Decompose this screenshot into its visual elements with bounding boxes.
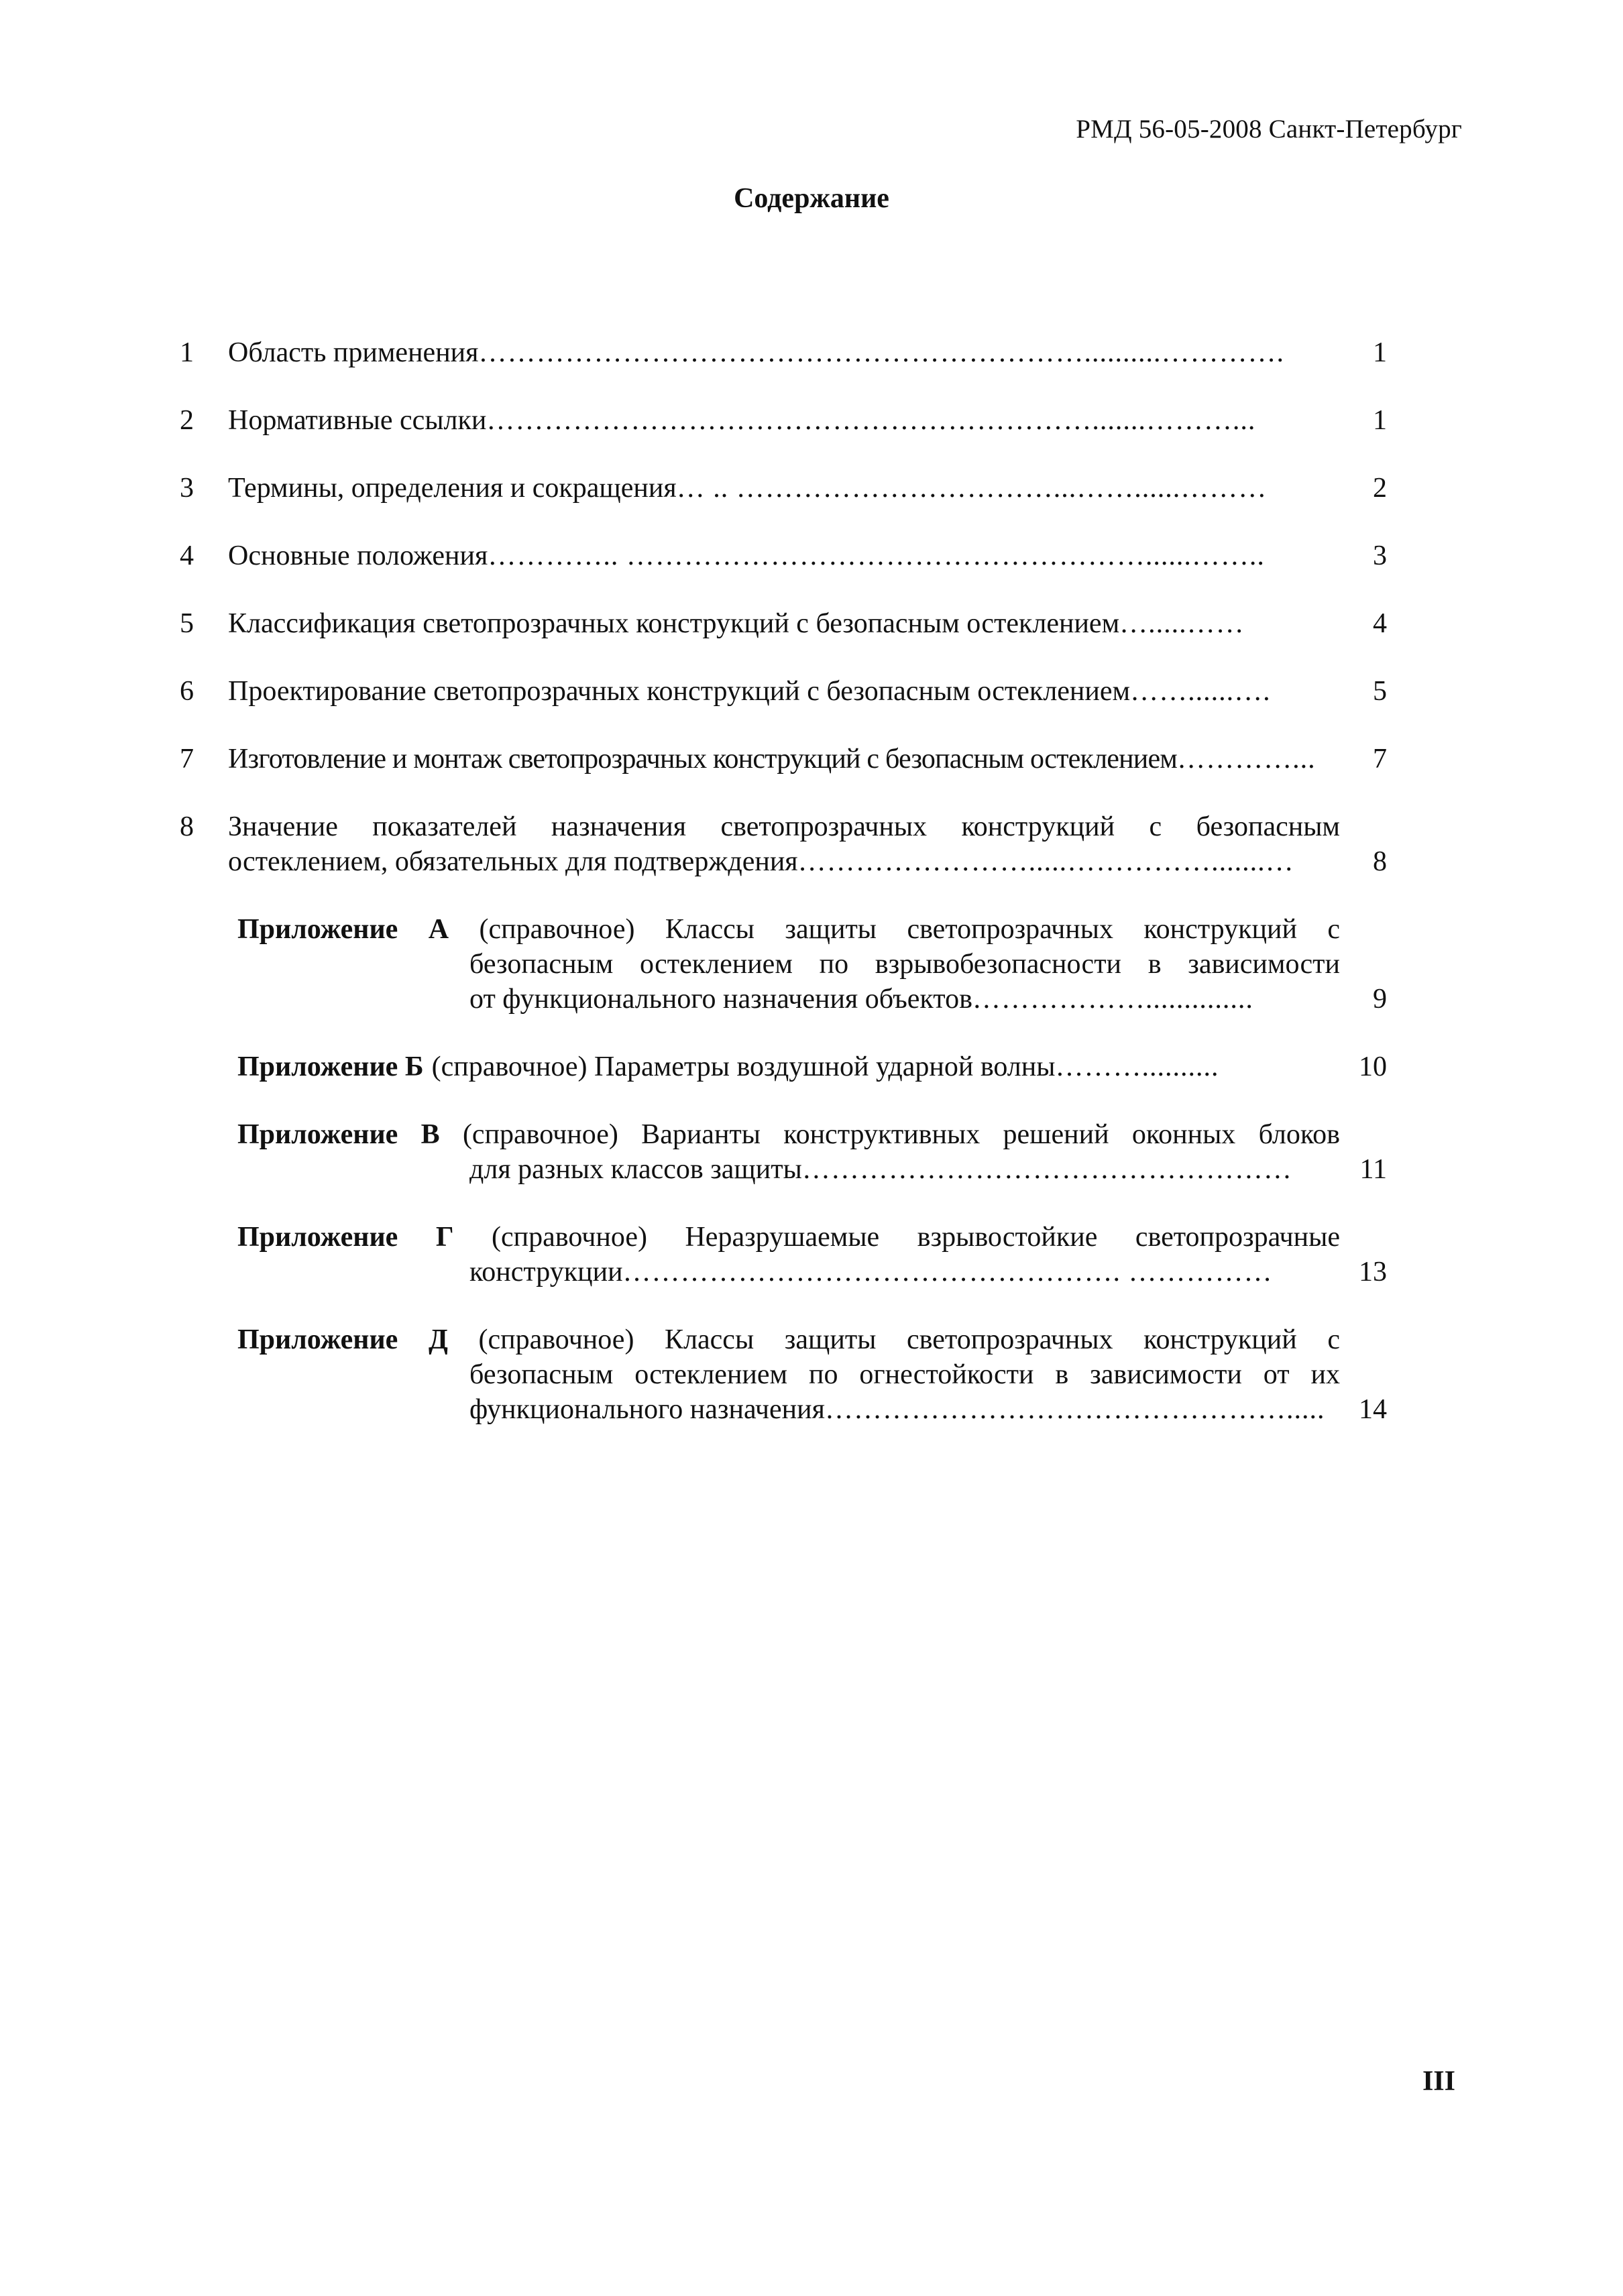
toc-entry-page: 2	[1373, 473, 1387, 504]
toc-entry-number: 8	[180, 811, 194, 842]
toc-entry-page: 4	[1373, 608, 1387, 639]
toc-entry-page: 7	[1373, 744, 1387, 774]
toc-entry[interactable]	[180, 403, 1387, 438]
toc-leader-dots: ………………..............	[972, 984, 1253, 1015]
toc-entry-page: 3	[1373, 540, 1387, 571]
appendix-label: Приложение А	[237, 914, 449, 945]
toc-leader-dots: ….....……	[1119, 608, 1245, 639]
toc-leader-dots: ………….. ………………………………………………......……..	[488, 540, 1265, 571]
appendix-title-line: (справочное) Параметры воздушной ударной волны	[431, 1051, 1056, 1082]
appendix-title-line: безопасным остеклением по огнестойкости в зависимости от их	[469, 1359, 1340, 1390]
document-reference: РМД 56-05-2008 Санкт-Петербург	[1076, 115, 1462, 144]
page-number: III	[1422, 2066, 1455, 2097]
appendix-label: Приложение В	[237, 1119, 440, 1150]
toc-entry[interactable]	[180, 538, 1387, 573]
toc-leader-dots: ……………………………………………. ……………	[622, 1257, 1273, 1287]
appendix-label: Приложение Г	[237, 1222, 454, 1253]
toc-entry-title: Основные положения	[228, 540, 488, 571]
appendix-entry[interactable]	[237, 912, 1387, 1017]
toc-leader-dots: ………..........	[1055, 1051, 1219, 1082]
page-title: Содержание	[734, 183, 889, 214]
toc-leader-dots: … .. ……………………………...……......………	[676, 473, 1268, 504]
toc-entry[interactable]	[180, 335, 1387, 370]
toc-entry[interactable]	[180, 742, 1387, 777]
appendix-entry[interactable]	[237, 1220, 1387, 1289]
toc-entry-number: 6	[180, 676, 194, 707]
toc-leader-dots: ……......….	[1130, 676, 1271, 707]
appendix-title-line: для разных классов защиты	[469, 1154, 802, 1185]
appendix-title-line: безопасным остеклением по взрывобезопасности в зависимости	[469, 949, 1340, 980]
toc-leader-dots: ………………………………………….....	[824, 1394, 1325, 1425]
toc-leader-dots: …………...	[1177, 744, 1316, 774]
toc-entry-page: 1	[1373, 337, 1387, 368]
toc-entry[interactable]	[180, 471, 1387, 506]
toc-entry-title: Изготовление и монтаж светопрозрачных конструкций с безопасным остеклением	[228, 744, 1178, 774]
toc-entry[interactable]	[180, 606, 1387, 641]
appendix-title-line: (справочное) Классы защиты светопрозрачных конструкций с	[478, 1324, 1340, 1355]
toc-entry-title: Область применения	[228, 337, 479, 368]
toc-entry-title: Нормативные ссылки	[228, 405, 487, 436]
toc-entry-number: 7	[180, 744, 194, 774]
appendix-page: 14	[1359, 1394, 1387, 1425]
toc-entry-title: Классификация светопрозрачных конструкций с безопасным остеклением	[228, 608, 1120, 639]
toc-entry-title: остеклением, обязательных для подтверждения	[228, 846, 798, 877]
appendix-entry[interactable]	[237, 1117, 1387, 1187]
toc-entry[interactable]	[180, 674, 1387, 709]
toc-entry-number: 3	[180, 473, 194, 504]
appendix-page: 13	[1359, 1257, 1387, 1287]
appendix-label: Приложение Д	[237, 1324, 448, 1355]
appendix-title-line: (справочное) Неразрушаемые взрывостойкие светопрозрачные	[492, 1222, 1340, 1253]
toc-leader-dots: ……………………………………………	[801, 1154, 1292, 1185]
toc-entry-page: 5	[1373, 676, 1387, 707]
toc-entry-number: 4	[180, 540, 194, 571]
toc-entry[interactable]	[180, 809, 1387, 879]
toc-leader-dots: …………………….....…………….......…	[797, 846, 1294, 877]
appendix-entry[interactable]	[237, 1049, 1387, 1084]
toc-leader-dots: ……………………………………………………….......………...	[486, 405, 1256, 436]
appendix-label: Приложение Б	[237, 1051, 424, 1082]
appendix-title-line: функционального назначения	[469, 1394, 825, 1425]
appendix-entry[interactable]	[237, 1322, 1387, 1427]
toc-entry-title: Термины, определения и сокращения	[228, 473, 677, 504]
appendix-title-line: от функционального назначения объектов	[469, 984, 972, 1015]
toc-entry-page: 8	[1373, 846, 1387, 877]
table-of-contents	[180, 335, 1387, 1460]
appendix-page: 11	[1359, 1154, 1387, 1185]
appendix-page: 10	[1359, 1051, 1387, 1082]
toc-entry-number: 1	[180, 337, 194, 368]
appendix-title-line: конструкции	[469, 1257, 623, 1287]
toc-leader-dots: ………………………………………………………..........………….	[478, 337, 1284, 368]
appendix-title-line: (справочное) Классы защиты светопрозрачных конструкций с	[479, 914, 1340, 945]
toc-entry-title: Проектирование светопрозрачных конструкций с безопасным остеклением	[228, 676, 1131, 707]
appendix-title-line: (справочное) Варианты конструктивных решений оконных блоков	[462, 1119, 1340, 1150]
toc-entry-number: 5	[180, 608, 194, 639]
toc-entry-number: 2	[180, 405, 194, 436]
toc-entry-title-line: Значение показателей назначения светопрозрачных конструкций с безопасным	[228, 811, 1340, 842]
appendix-page: 9	[1373, 984, 1387, 1015]
toc-entry-page: 1	[1373, 405, 1387, 436]
